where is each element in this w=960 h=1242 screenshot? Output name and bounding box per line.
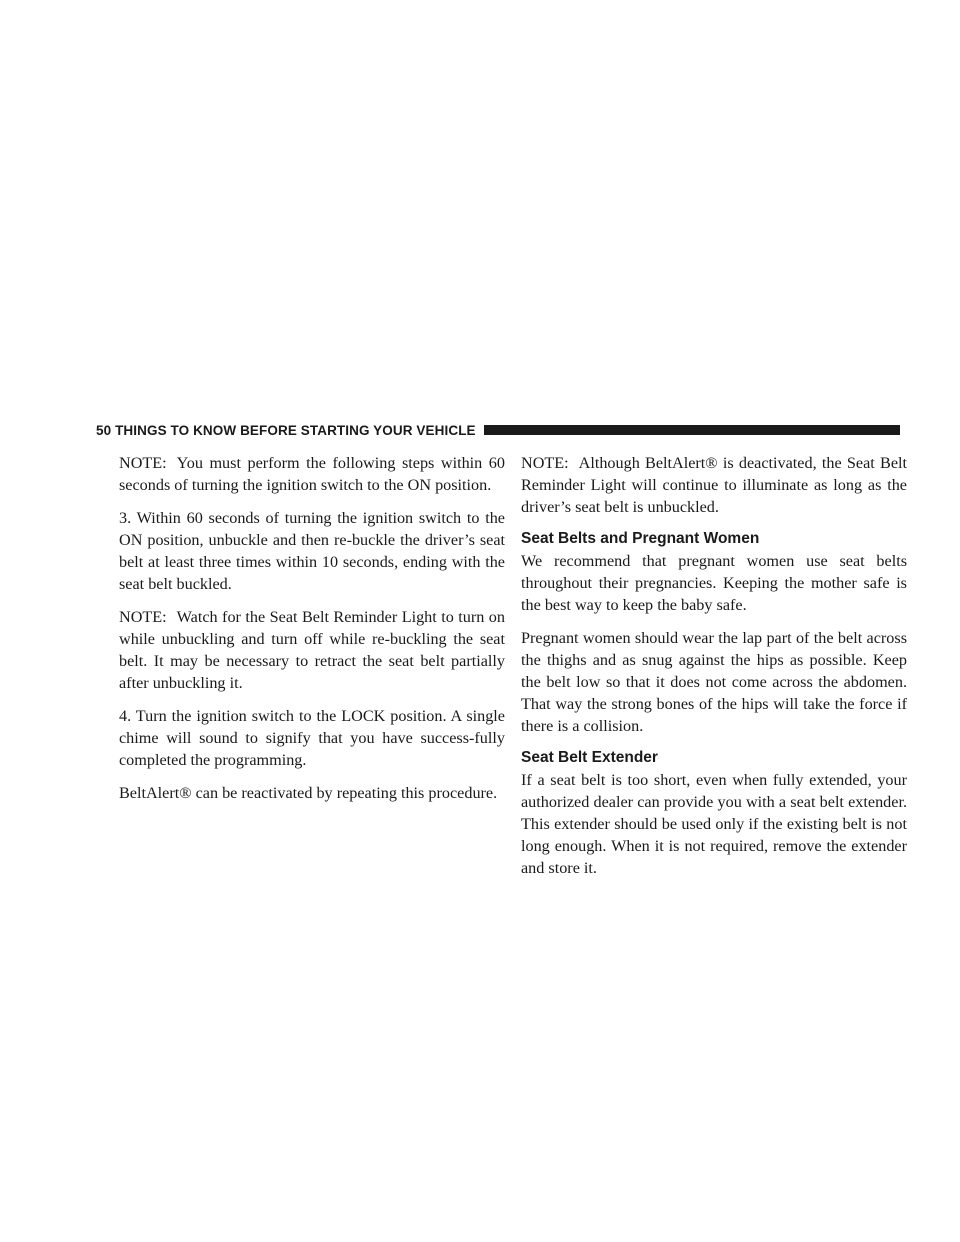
body-paragraph: Pregnant women should wear the lap part of the belt across the thighs and as snug against the hips as possible. Keep the belt low so that it does not come across the abdomen. That way the strong bones of the hips will take the force if there is a collision.: [521, 629, 907, 735]
body-paragraph: If a seat belt is too short, even when fully extended, your authorized dealer can provide you with a seat belt extender. This extender should be used only if the existing belt is not long enough. When it is not required, remove the extender and store it.: [521, 771, 907, 877]
page-number: 50: [96, 422, 112, 438]
section-title: THINGS TO KNOW BEFORE STARTING YOUR VEHICLE: [115, 422, 476, 438]
note-text: Although BeltAlert® is deactivated, the Seat Belt Reminder Light will continue to illuminate as long as the driver’s seat belt is unbuckled.: [521, 454, 907, 516]
body-paragraph: We recommend that pregnant women use seat belts throughout their pregnancies. Keeping the mother safe is the best way to keep the baby safe.: [521, 552, 907, 614]
step-4-paragraph: 4. Turn the ignition switch to the LOCK position. A single chime will sound to signify that you have success-fully completed the programming.: [119, 707, 505, 769]
section-heading-belt-extender: Seat Belt Extender: [521, 749, 658, 766]
section-heading-pregnant-women: Seat Belts and Pregnant Women: [521, 530, 760, 547]
note-text: You must perform the following steps within 60 seconds of turning the ignition switch to the ON position.: [119, 454, 505, 494]
header-rule-bar: [484, 425, 900, 435]
page-header: [96, 420, 900, 440]
page-header-text: [96, 423, 476, 438]
note-paragraph: [119, 452, 505, 496]
left-column: [119, 452, 505, 815]
note-label: NOTE:: [119, 608, 167, 626]
step-3-paragraph: 3. Within 60 seconds of turning the ignition switch to the ON position, unbuckle and then re-buckle the driver’s seat belt at least three times within 10 seconds, ending with the seat belt buckled.: [119, 509, 505, 593]
note-label: NOTE:: [119, 454, 167, 472]
right-column: [521, 452, 907, 890]
note-paragraph: [521, 452, 907, 518]
reactivate-paragraph: BeltAlert® can be reactivated by repeating this procedure.: [119, 784, 498, 802]
note-label: NOTE:: [521, 454, 569, 472]
note-text: Watch for the Seat Belt Reminder Light to turn on while unbuckling and turn off while re-buckling the seat belt. It may be necessary to retract the seat belt partially after unbuckling it.: [119, 608, 505, 692]
note-paragraph: [119, 606, 505, 694]
